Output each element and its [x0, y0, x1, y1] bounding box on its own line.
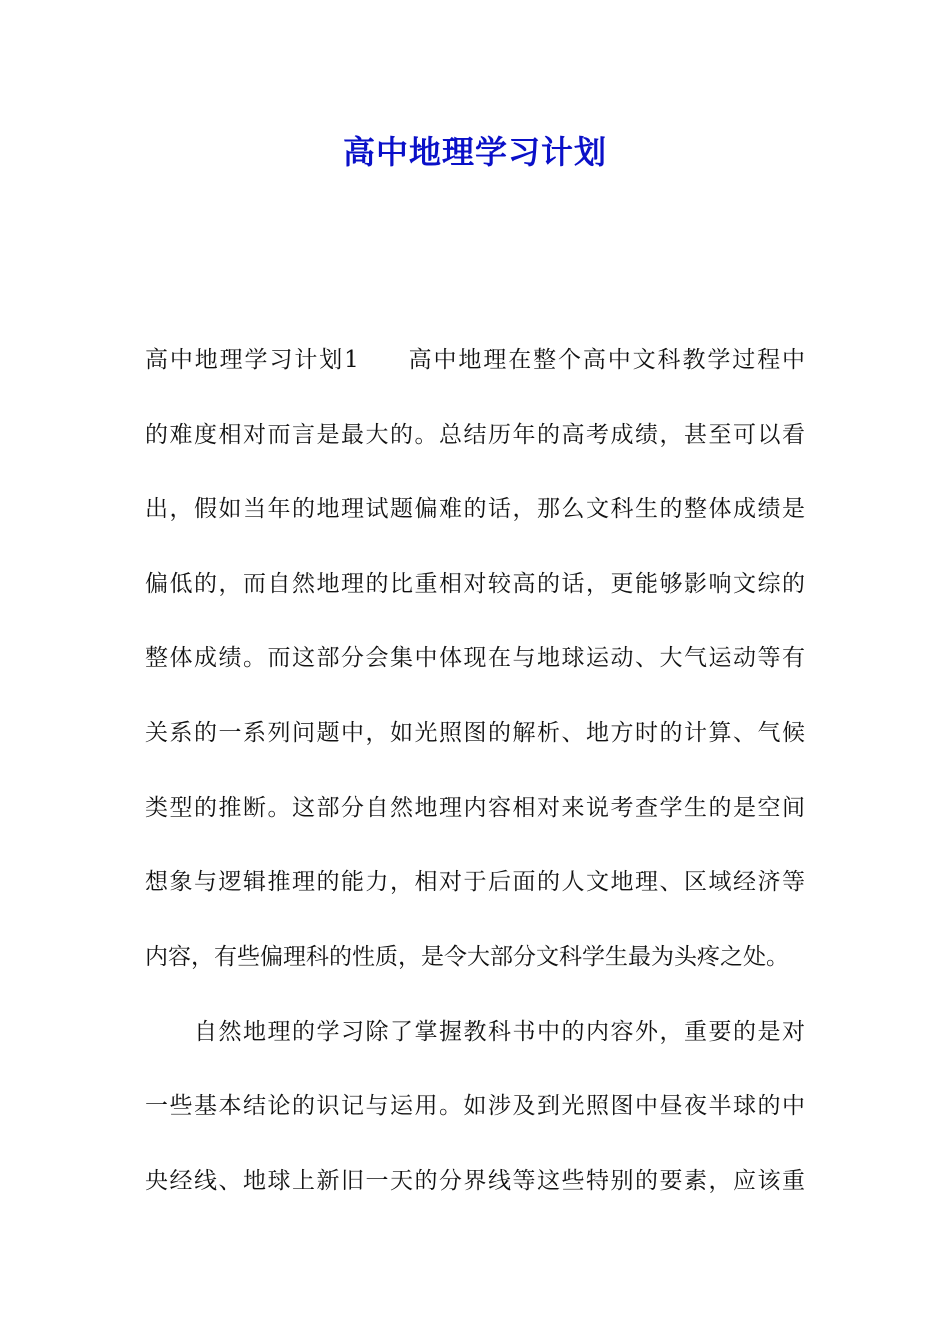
paragraph-line: 偏低的，而自然地理的比重相对较高的话，更能够影响文综的: [145, 571, 805, 597]
paragraph-line: 整体成绩。而这部分会集中体现在与地球运动、大气运动等有: [145, 645, 805, 671]
document-title: 高中地理学习计划: [342, 133, 607, 171]
paragraph-line: 出，假如当年的地理试题偏难的话，那么文科生的整体成绩是: [145, 496, 805, 522]
paragraph-line: 央经线、地球上新旧一天的分界线等这些特别的要素，应该重: [145, 1168, 805, 1194]
paragraph-line: 想象与逻辑推理的能力，相对于后面的人文地理、区域经济等: [145, 869, 805, 895]
paragraph-line: 一些基本结论的识记与运用。如涉及到光照图中昼夜半球的中: [145, 1093, 805, 1119]
paragraph-line: 类型的推断。这部分自然地理内容相对来说考查学生的是空间: [145, 795, 805, 821]
paragraph-line: 关系的一系列问题中，如光照图的解析、地方时的计算、气候: [145, 720, 805, 746]
paragraph-text: 高中地理在整个高中文科教学过程中: [406, 347, 806, 373]
paragraph-line: 的难度相对而言是最大的。总结历年的高考成绩，甚至可以看: [145, 422, 805, 448]
section-heading: 高中地理学习计划1: [145, 347, 359, 373]
paragraph-line: 自然地理的学习除了掌握教科书中的内容外，重要的是对: [194, 1019, 805, 1045]
paragraph-line: 内容，有些偏理科的性质，是令大部分文科学生最为头疼之处。: [145, 944, 789, 970]
paragraph-line: [145, 342, 805, 378]
